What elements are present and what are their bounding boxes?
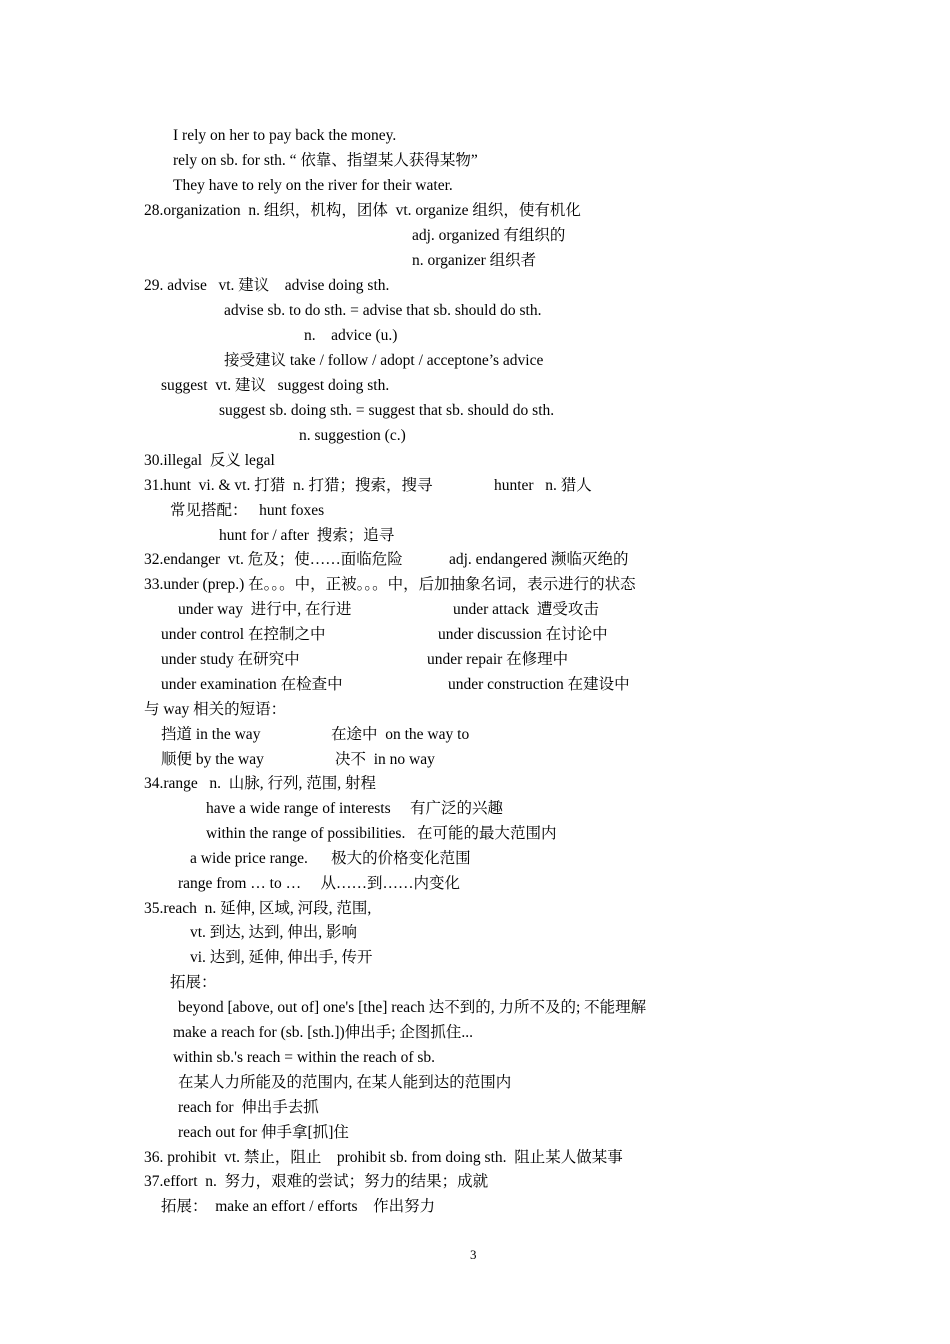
text-line: n. organizer 组织者: [412, 252, 537, 269]
text-line: under attack 遭受攻击: [453, 601, 599, 618]
text-line: under construction 在建设中: [448, 676, 630, 693]
text-line: advise sb. to do sth. = advise that sb. should do sth.: [224, 302, 542, 319]
text-line: 决不 in no way: [335, 751, 435, 768]
text-line: 挡道 in the way: [161, 726, 261, 743]
text-line: rely on sb. for sth. “ 依靠、指望某人获得某物”: [173, 152, 478, 169]
text-line: 与 way 相关的短语：: [144, 701, 287, 718]
page-number: 3: [470, 1247, 477, 1262]
text-line: range from … to … 从……到……内变化: [178, 875, 460, 892]
text-line: reach for 伸出手去抓: [178, 1099, 319, 1116]
text-line: suggest vt. 建议 suggest doing sth.: [161, 377, 390, 394]
text-line: hunter n. 猎人: [494, 477, 592, 494]
entry-heading: 29. advise vt. 建议 advise doing sth.: [144, 277, 390, 294]
text-line: 拓展：: [170, 974, 217, 991]
entry-heading: 30.illegal 反义 legal: [144, 452, 275, 469]
text-line: They have to rely on the river for their water.: [173, 177, 453, 194]
entry-heading: 32.endanger vt. 危及；使……面临危险: [144, 551, 403, 568]
text-line: under discussion 在讨论中: [438, 626, 608, 643]
text-line: make a reach for (sb. [sth.])伸出手; 企图抓住...: [173, 1024, 474, 1041]
text-line: n. advice (u.): [304, 327, 398, 344]
text-line: vi. 达到, 延伸, 伸出手, 传开: [190, 949, 373, 966]
entry-heading: 28.organization n. 组织，机构，团体 vt. organize 组织，使有机化: [144, 202, 581, 219]
entry-heading: 37.effort n. 努力，艰难的尝试；努力的结果；成就: [144, 1173, 489, 1190]
text-line: I rely on her to pay back the money.: [173, 127, 397, 144]
text-line: n. suggestion (c.): [299, 427, 406, 444]
text-line: 常见搭配： hunt foxes: [170, 502, 325, 519]
text-line: within the range of possibilities. 在可能的最大范围内: [206, 825, 557, 842]
text-line: under repair 在修理中: [427, 651, 569, 668]
text-line: under control 在控制之中: [161, 626, 326, 643]
text-line: suggest sb. doing sth. = suggest that sb. should do sth.: [219, 402, 555, 419]
text-line: adj. organized 有组织的: [412, 227, 566, 244]
text-line: vt. 到达, 达到, 伸出, 影响: [190, 924, 358, 941]
text-line: 接受建议 take / follow / adopt / acceptone’s advice: [224, 352, 544, 369]
text-line: a wide price range. 极大的价格变化范围: [190, 850, 471, 867]
text-line: 在途中 on the way to: [331, 726, 470, 743]
text-line: under study 在研究中: [161, 651, 300, 668]
text-line: under way 进行中, 在行进: [178, 601, 352, 618]
entry-heading: 34.range n. 山脉, 行列, 范围, 射程: [144, 775, 377, 792]
text-line: 在某人力所能及的范围内, 在某人能到达的范围内: [178, 1074, 512, 1091]
text-line: reach out for 伸手拿[抓]住: [178, 1124, 349, 1141]
text-line: beyond [above, out of] one's [the] reach 达不到的, 力所不及的; 不能理解: [178, 999, 647, 1016]
entry-heading: 36. prohibit vt. 禁止，阻止 prohibit sb. from doing sth. 阻止某人做某事: [144, 1149, 623, 1166]
entry-heading: 35.reach n. 延伸, 区域, 河段, 范围,: [144, 900, 372, 917]
entry-heading: 31.hunt vi. & vt. 打猎 n. 打猎；搜索，搜寻: [144, 477, 433, 494]
text-line: 顺便 by the way: [161, 751, 264, 768]
text-line: under examination 在检查中: [161, 676, 343, 693]
text-line: adj. endangered 濒临灭绝的: [449, 551, 629, 568]
entry-heading: 33.under (prep.) 在。。。中，正被。。。中，后加抽象名词，表示进行的状态: [144, 576, 636, 593]
text-line: have a wide range of interests 有广泛的兴趣: [206, 800, 504, 817]
text-line: within sb.'s reach = within the reach of sb.: [173, 1049, 436, 1066]
text-line: hunt for / after 搜索；追寻: [219, 527, 395, 544]
text-line: 拓展： make an effort / efforts 作出努力: [161, 1198, 436, 1215]
